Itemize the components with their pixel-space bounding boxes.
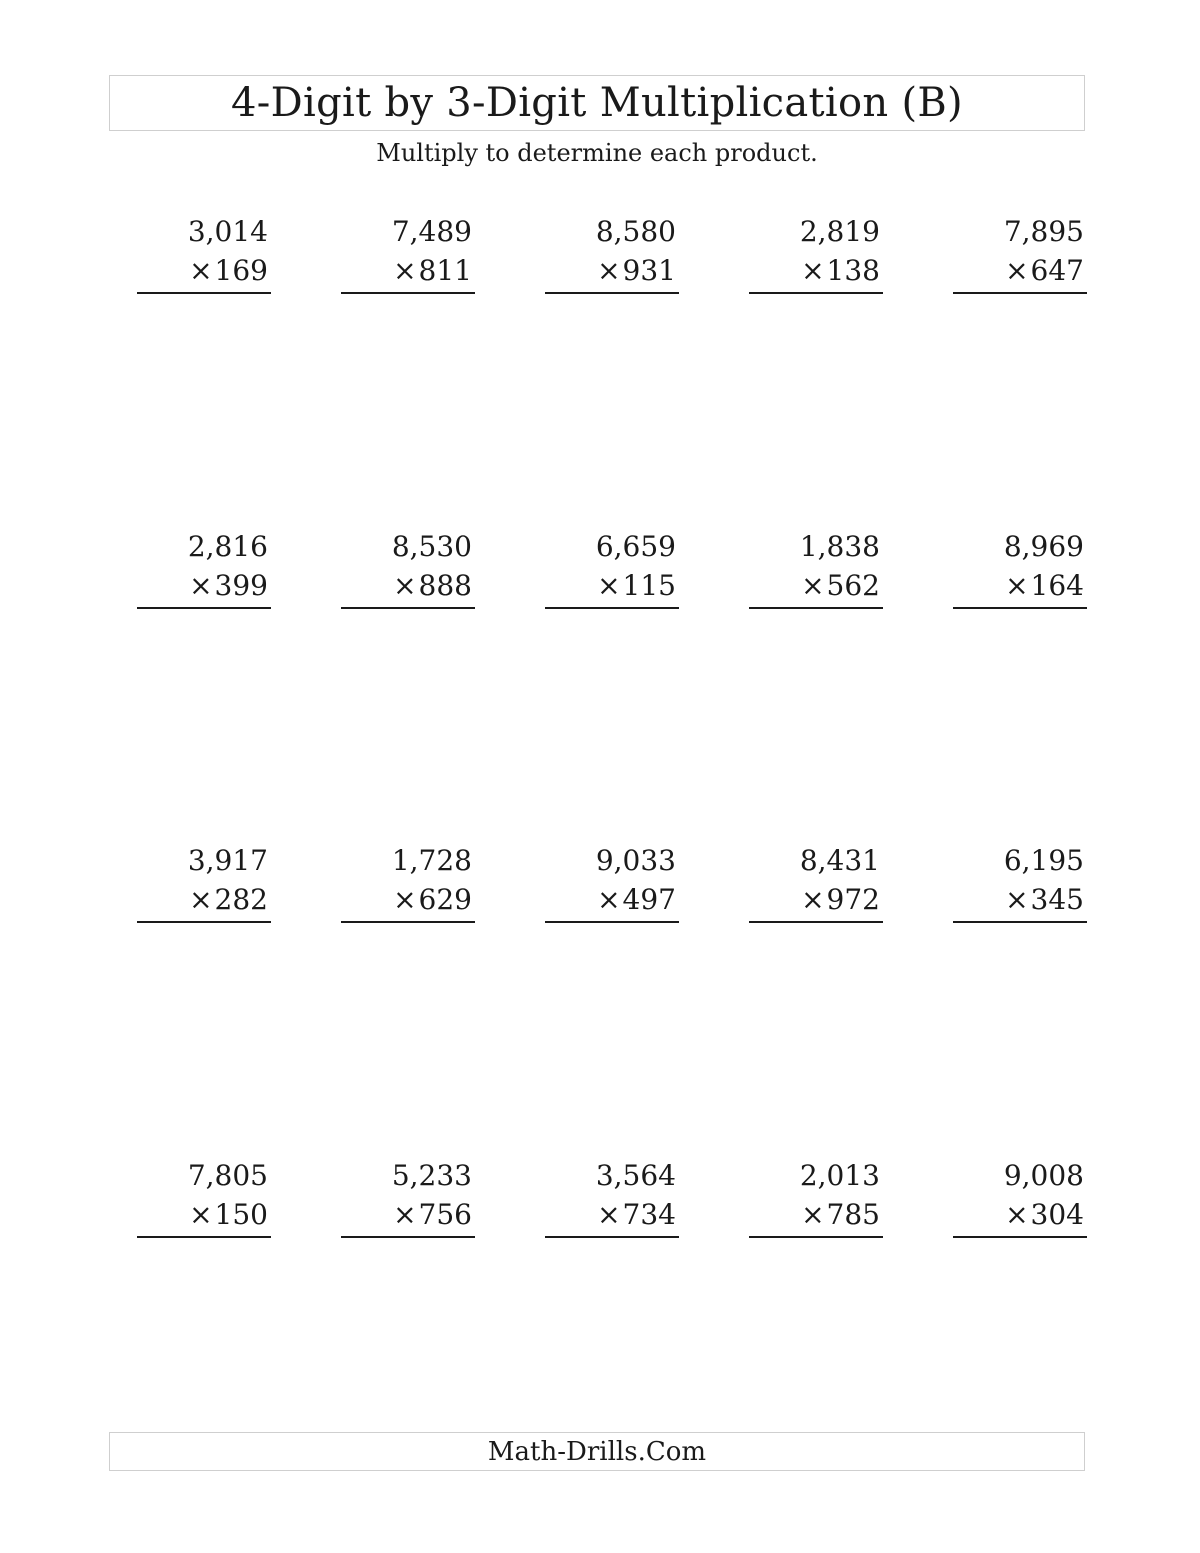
answer-line — [341, 1236, 475, 1238]
multiplier: 931 — [622, 254, 676, 287]
times-sign: × — [597, 254, 621, 287]
multiplier-row — [953, 1195, 1087, 1234]
multiplier-row — [137, 566, 271, 605]
multiplier-row — [545, 566, 679, 605]
multiplier: 497 — [622, 883, 676, 916]
answer-line — [137, 1236, 271, 1238]
multiplicand: 9,033 — [595, 844, 676, 877]
times-sign: × — [597, 883, 621, 916]
multiplier: 345 — [1030, 883, 1084, 916]
times-sign: × — [189, 254, 213, 287]
multiplier-row — [749, 251, 883, 290]
multiplier-row — [341, 880, 475, 919]
times-sign: × — [1005, 569, 1029, 602]
problem — [953, 841, 1087, 923]
multiplicand: 7,805 — [187, 1159, 268, 1192]
multiplicand: 6,659 — [595, 530, 676, 563]
answer-line — [953, 607, 1087, 609]
multiplicand: 7,489 — [391, 215, 472, 248]
answer-line — [341, 607, 475, 609]
times-sign: × — [1005, 883, 1029, 916]
instructions: Multiply to determine each product. — [376, 139, 818, 167]
multiplicand: 2,819 — [799, 215, 880, 248]
multiplier-row — [749, 566, 883, 605]
multiplier: 304 — [1030, 1198, 1084, 1231]
footer-text: Math-Drills.Com — [487, 1436, 707, 1467]
answer-line — [749, 1236, 883, 1238]
times-sign: × — [189, 883, 213, 916]
multiplier: 756 — [418, 1198, 472, 1231]
multiplier-row — [341, 566, 475, 605]
times-sign: × — [1005, 254, 1029, 287]
answer-line — [749, 607, 883, 609]
answer-line — [545, 1236, 679, 1238]
problem — [137, 527, 271, 609]
times-sign: × — [801, 254, 825, 287]
multiplier-row — [545, 1195, 679, 1234]
times-sign: × — [801, 569, 825, 602]
multiplier: 115 — [622, 569, 676, 602]
multiplicand: 2,013 — [799, 1159, 880, 1192]
multiplier: 629 — [418, 883, 472, 916]
multiplier-row — [137, 880, 271, 919]
problem — [137, 1156, 271, 1238]
problem — [953, 1156, 1087, 1238]
multiplier-row — [749, 880, 883, 919]
multiplicand: 2,816 — [187, 530, 268, 563]
multiplier-row — [341, 1195, 475, 1234]
answer-line — [545, 921, 679, 923]
multiplier: 150 — [214, 1198, 268, 1231]
answer-line — [545, 292, 679, 294]
problem — [749, 527, 883, 609]
multiplier: 399 — [214, 569, 268, 602]
multiplier: 169 — [214, 254, 268, 287]
answer-line — [137, 292, 271, 294]
multiplicand: 1,838 — [799, 530, 880, 563]
problem — [137, 212, 271, 294]
multiplicand: 8,530 — [391, 530, 472, 563]
multiplier: 888 — [418, 569, 472, 602]
multiplier: 138 — [826, 254, 880, 287]
multiplier-row — [953, 251, 1087, 290]
multiplicand: 3,564 — [595, 1159, 676, 1192]
answer-line — [341, 921, 475, 923]
multiplicand: 1,728 — [391, 844, 472, 877]
problem — [545, 1156, 679, 1238]
problem — [953, 527, 1087, 609]
problem — [953, 212, 1087, 294]
footer-box — [109, 1432, 1085, 1471]
multiplicand: 6,195 — [1003, 844, 1084, 877]
multiplicand: 8,580 — [595, 215, 676, 248]
times-sign: × — [393, 1198, 417, 1231]
multiplier: 785 — [826, 1198, 880, 1231]
multiplier-row — [137, 251, 271, 290]
answer-line — [749, 921, 883, 923]
multiplier-row — [953, 880, 1087, 919]
problem — [341, 841, 475, 923]
multiplier: 562 — [826, 569, 880, 602]
multiplier-row — [749, 1195, 883, 1234]
times-sign: × — [189, 569, 213, 602]
problem — [545, 841, 679, 923]
problem — [545, 527, 679, 609]
multiplier-row — [137, 1195, 271, 1234]
times-sign: × — [597, 569, 621, 602]
problem — [137, 841, 271, 923]
times-sign: × — [189, 1198, 213, 1231]
times-sign: × — [801, 1198, 825, 1231]
problem — [341, 212, 475, 294]
answer-line — [953, 292, 1087, 294]
multiplicand: 8,431 — [799, 844, 880, 877]
problem — [749, 841, 883, 923]
answer-line — [749, 292, 883, 294]
multiplier: 811 — [418, 254, 472, 287]
answer-line — [137, 607, 271, 609]
multiplicand: 5,233 — [391, 1159, 472, 1192]
times-sign: × — [393, 883, 417, 916]
problem — [341, 527, 475, 609]
title-box — [109, 75, 1085, 131]
times-sign: × — [597, 1198, 621, 1231]
multiplicand: 3,917 — [187, 844, 268, 877]
times-sign: × — [801, 883, 825, 916]
multiplicand: 7,895 — [1003, 215, 1084, 248]
multiplicand: 3,014 — [187, 215, 268, 248]
problem — [545, 212, 679, 294]
answer-line — [953, 1236, 1087, 1238]
multiplier-row — [953, 566, 1087, 605]
answer-line — [545, 607, 679, 609]
problem — [749, 212, 883, 294]
multiplicand: 9,008 — [1003, 1159, 1084, 1192]
worksheet-title: 4-Digit by 3-Digit Multiplication (B) — [231, 80, 963, 126]
problem — [749, 1156, 883, 1238]
multiplier: 647 — [1030, 254, 1084, 287]
multiplier-row — [341, 251, 475, 290]
times-sign: × — [393, 254, 417, 287]
answer-line — [953, 921, 1087, 923]
multiplier: 972 — [826, 883, 880, 916]
answer-line — [341, 292, 475, 294]
multiplier-row — [545, 880, 679, 919]
problem — [341, 1156, 475, 1238]
answer-line — [137, 921, 271, 923]
times-sign: × — [1005, 1198, 1029, 1231]
multiplier-row — [545, 251, 679, 290]
times-sign: × — [393, 569, 417, 602]
multiplier: 734 — [622, 1198, 676, 1231]
multiplicand: 8,969 — [1003, 530, 1084, 563]
multiplier: 164 — [1030, 569, 1084, 602]
multiplier: 282 — [214, 883, 268, 916]
